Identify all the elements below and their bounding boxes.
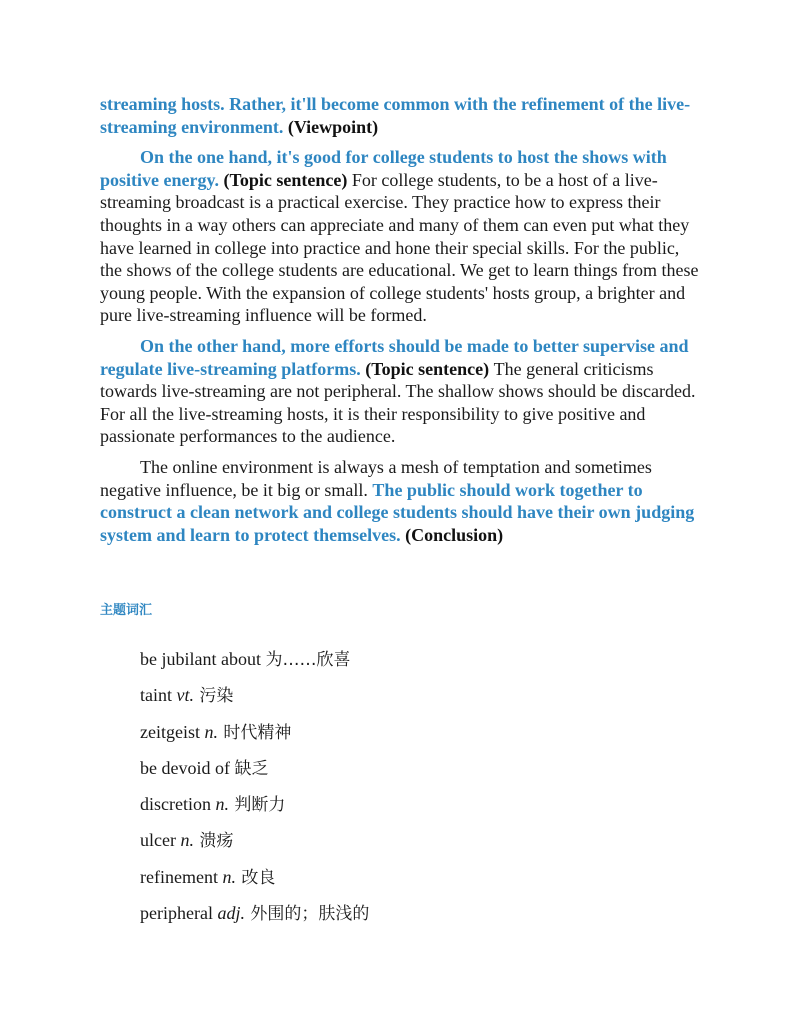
vocab-pos: n.: [204, 721, 218, 742]
vocab-meaning: 为……欣喜: [265, 650, 351, 670]
vocab-pos: vt.: [176, 685, 194, 706]
topic-sentence-label-two: (Topic sentence): [365, 358, 494, 379]
essay-body: [100, 93, 705, 554]
vocab-meaning: 时代精神: [217, 722, 292, 743]
vocab-meaning: 外围的；肤浅的: [244, 904, 370, 925]
vocab-item: [140, 828, 369, 864]
conclusion-label: (Conclusion): [405, 524, 504, 545]
body-text-two: The general criticisms towards live-streaming are not peripheral. The shallow shows should be discarded. For all the live-streaming hosts, it is their responsibility to give positive and passionate performances to the audience.: [100, 358, 696, 447]
body-text-three: The online environment is always a mesh of temptation and sometimes negative influence, be it big or small.: [100, 456, 652, 500]
paragraph-conclusion: [100, 456, 705, 546]
vocab-item: [140, 792, 369, 828]
body-text-one: For college students, to be a host of a live-streaming broadcast is a practical exercise. They practice how to express their thoughts in a way others can appreciate and many of them can even put what they have learned in college into practice and hone their special skills. For the public, the shows of the college students are educational. We get to learn things from these young people. With the expansion of college students' hosts group, a brighter and pure live-streaming influence will be formed.: [100, 169, 699, 326]
vocab-meaning: 判断力: [228, 795, 286, 816]
vocab-term: discretion: [140, 794, 216, 815]
vocab-term: taint: [140, 685, 177, 706]
paragraph-one-hand: [100, 146, 705, 327]
vocab-pos: adj.: [217, 903, 245, 924]
paragraph-viewpoint: [100, 93, 705, 138]
paragraph-other-hand: [100, 335, 705, 448]
section-title-vocabulary: 主题词汇: [100, 603, 153, 618]
topic-sentence-label-one: (Topic sentence): [223, 169, 352, 190]
vocab-term: be devoid of: [140, 757, 235, 778]
vocab-meaning: 缺乏: [234, 758, 269, 779]
vocab-pos: n.: [222, 866, 236, 887]
viewpoint-label: (Viewpoint): [287, 116, 379, 137]
vocab-item: [140, 647, 369, 683]
vocab-term: be jubilant about: [140, 649, 266, 669]
vocab-pos: n.: [215, 794, 229, 815]
vocab-meaning: 改良: [235, 867, 276, 888]
vocab-term: zeitgeist: [140, 721, 205, 742]
vocab-meaning: 溃疡: [193, 831, 234, 852]
vocab-meaning: 污染: [194, 686, 234, 707]
vocab-term: ulcer: [140, 830, 181, 851]
vocab-item: [140, 756, 369, 792]
vocab-item: [140, 720, 369, 756]
vocab-item: [140, 901, 369, 937]
topic-sentence-two: On the other hand, more efforts should be made to better supervise and regulate live-streaming platforms.: [100, 335, 689, 379]
viewpoint-sentence: streaming hosts. Rather, it'll become common with the refinement of the live-streaming environment.: [100, 94, 691, 137]
vocab-item: [140, 683, 369, 719]
topic-sentence-one: On the one hand, it's good for college students to host the shows with positive energy.: [100, 147, 667, 190]
vocab-term: refinement: [140, 866, 223, 887]
conclusion-sentence: The public should work together to construct a clean network and college students should have their own judging system and learn to protect themselves.: [100, 479, 695, 545]
vocab-item: [140, 865, 369, 901]
vocab-term: peripheral: [140, 903, 218, 924]
vocabulary-list: [140, 647, 369, 937]
vocab-pos: n.: [180, 830, 194, 851]
